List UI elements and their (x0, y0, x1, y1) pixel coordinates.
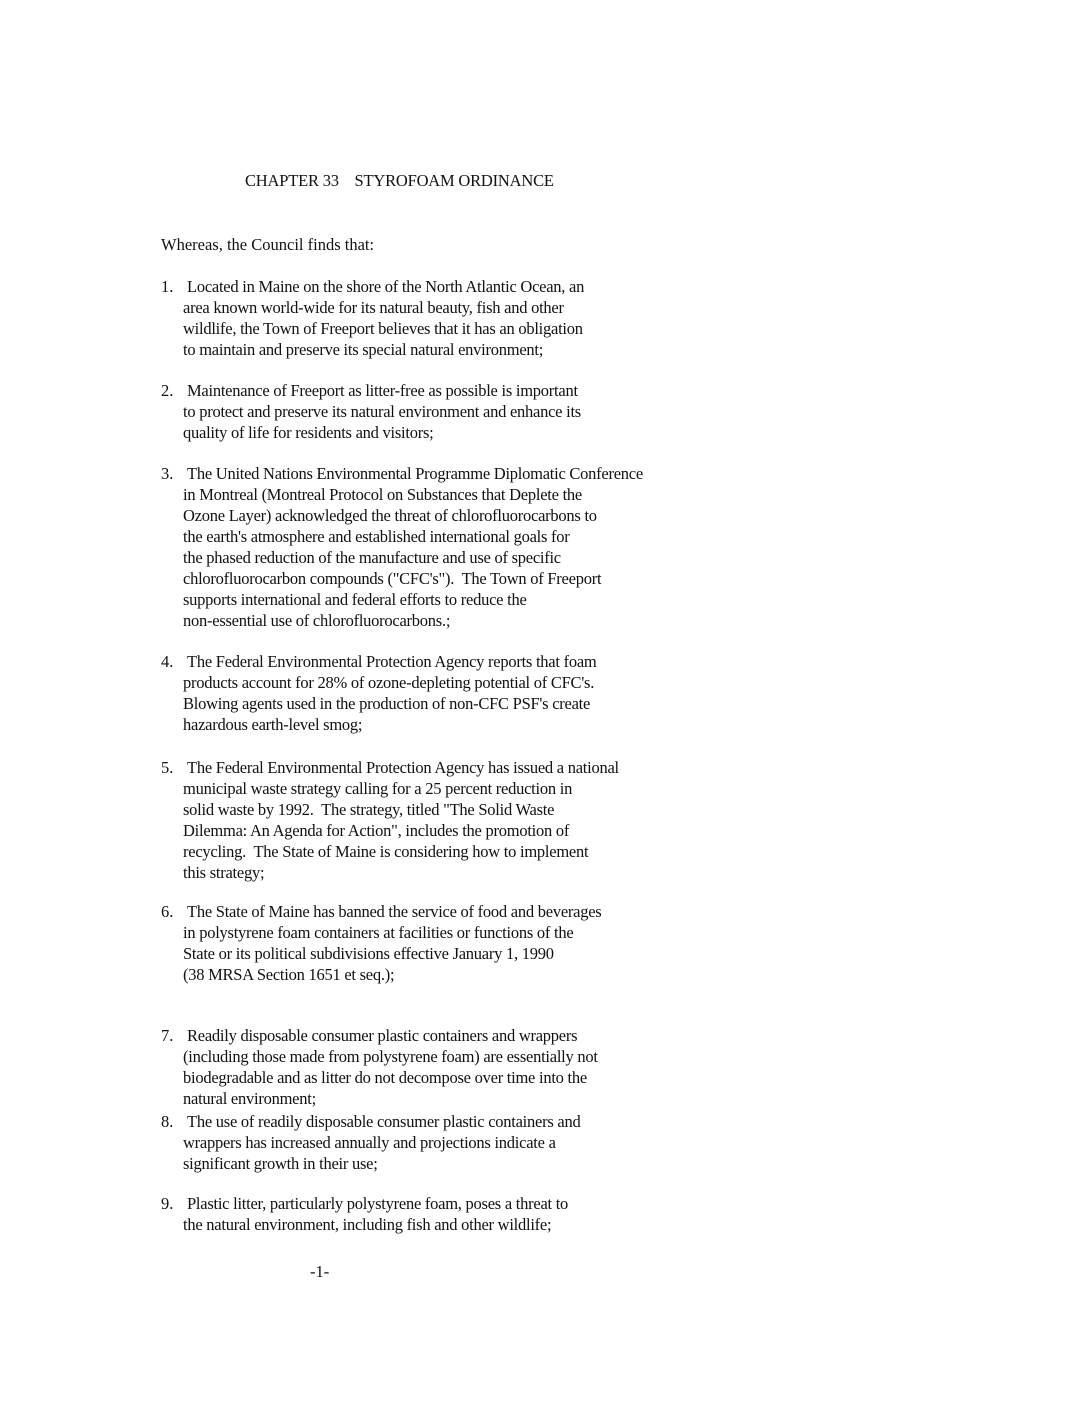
finding-text-line: products account for 28% of ozone-depleting potential of CFC's. (183, 673, 595, 692)
finding-text-line: the phased reduction of the manufacture and use of specific (183, 548, 561, 567)
finding-text-line: Maintenance of Freeport as litter-free as possible is important (187, 381, 578, 400)
finding-item (161, 380, 581, 443)
finding-item (161, 1193, 568, 1235)
finding-number: 3. (161, 464, 174, 483)
finding-text-line: recycling. The State of Maine is considering how to implement (183, 842, 589, 861)
finding-text-line: The United Nations Environmental Programme Diplomatic Conference (187, 464, 643, 483)
finding-text-line: significant growth in their use; (183, 1154, 378, 1173)
finding-text-line: the natural environment, including fish and other wildlife; (183, 1215, 552, 1234)
finding-text-line: quality of life for residents and visitors; (183, 423, 434, 442)
finding-text-line: solid waste by 1992. The strategy, titled "The Solid Waste (183, 800, 555, 819)
finding-text-line: wrappers has increased annually and projections indicate a (183, 1133, 556, 1152)
finding-text-line: Blowing agents used in the production of non-CFC PSF's create (183, 694, 591, 713)
finding-text-line: area known world-wide for its natural beauty, fish and other (183, 298, 564, 317)
finding-item (161, 1025, 598, 1109)
finding-number: 8. (161, 1112, 174, 1131)
finding-text-line: biodegradable and as litter do not decompose over time into the (183, 1068, 587, 1087)
finding-text-line: State or its political subdivisions effective January 1, 1990 (183, 944, 554, 963)
finding-text-line: Located in Maine on the shore of the North Atlantic Ocean, an (187, 277, 585, 296)
finding-text-line: The use of readily disposable consumer plastic containers and (187, 1112, 581, 1131)
finding-text-line: municipal waste strategy calling for a 25 percent reduction in (183, 779, 573, 798)
finding-number: 1. (161, 277, 174, 296)
finding-text-line: (including those made from polystyrene foam) are essentially not (183, 1047, 598, 1066)
finding-text-line: in polystyrene foam containers at facilities or functions of the (183, 923, 574, 942)
finding-text-line: natural environment; (183, 1089, 316, 1108)
finding-number: 5. (161, 758, 174, 777)
finding-text-line: Dilemma: An Agenda for Action", includes the promotion of (183, 821, 570, 840)
finding-text-line: hazardous earth-level smog; (183, 715, 363, 734)
finding-number: 7. (161, 1026, 174, 1045)
finding-text-line: in Montreal (Montreal Protocol on Substances that Deplete the (183, 485, 582, 504)
intro-text: Whereas, the Council finds that: (161, 235, 375, 254)
finding-text-line: wildlife, the Town of Freeport believes that it has an obligation (183, 319, 583, 338)
finding-text-line: to maintain and preserve its special natural environment; (183, 340, 544, 359)
page-number: -1- (310, 1262, 330, 1281)
finding-number: 4. (161, 652, 174, 671)
finding-item (161, 901, 601, 985)
finding-text-line: non-essential use of chlorofluorocarbons.; (183, 611, 451, 630)
finding-number: 2. (161, 381, 174, 400)
finding-text-line: The Federal Environmental Protection Agency reports that foam (187, 652, 597, 671)
finding-text-line: The State of Maine has banned the service of food and beverages (187, 902, 602, 921)
finding-text-line: the earth's atmosphere and established international goals for (183, 527, 570, 546)
finding-text-line: chlorofluorocarbon compounds ("CFC's"). The Town of Freeport (183, 569, 602, 588)
finding-text-line: to protect and preserve its natural environment and enhance its (183, 402, 581, 421)
finding-text-line: The Federal Environmental Protection Agency has issued a national (187, 758, 619, 777)
finding-item (161, 757, 619, 883)
finding-item (161, 1111, 580, 1174)
finding-item (161, 276, 584, 360)
finding-text-line: Readily disposable consumer plastic containers and wrappers (187, 1026, 578, 1045)
finding-text-line: Ozone Layer) acknowledged the threat of chlorofluorocarbons to (183, 506, 597, 525)
finding-number: 9. (161, 1194, 174, 1213)
finding-item (161, 651, 597, 735)
finding-text-line: this strategy; (183, 863, 265, 882)
finding-item (161, 463, 643, 631)
finding-number: 6. (161, 902, 174, 921)
finding-text-line: (38 MRSA Section 1651 et seq.); (183, 965, 395, 984)
finding-text-line: supports international and federal efforts to reduce the (183, 590, 527, 609)
chapter-title: CHAPTER 33 STYROFOAM ORDINANCE (245, 171, 554, 190)
finding-text-line: Plastic litter, particularly polystyrene foam, poses a threat to (187, 1194, 569, 1213)
